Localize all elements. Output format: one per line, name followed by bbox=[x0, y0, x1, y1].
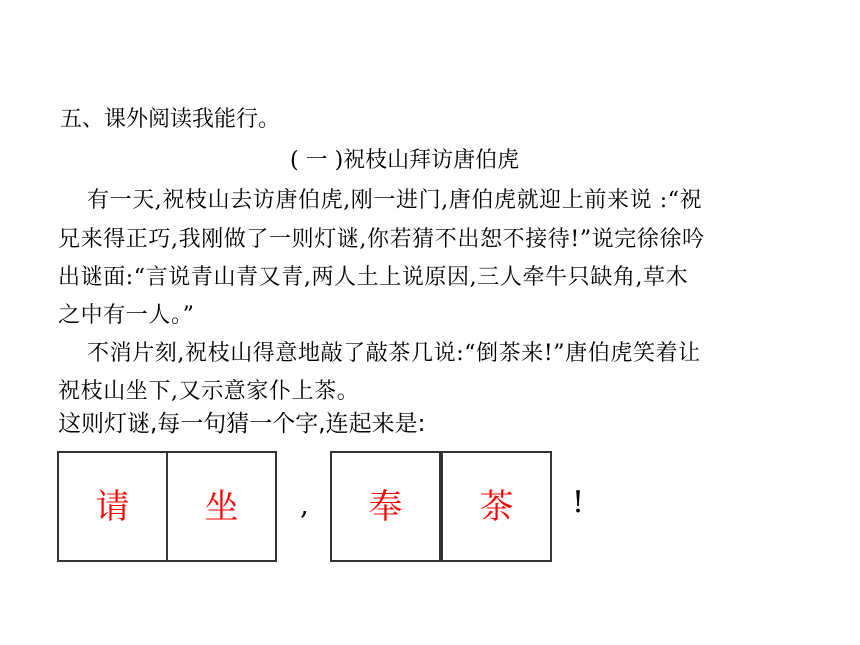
section-heading: 五、课外阅读我能行。 bbox=[60, 107, 281, 132]
answer-box bbox=[441, 451, 552, 562]
paragraph-line: 祝枝山坐下,又示意家仆上茶。 bbox=[58, 379, 360, 404]
paragraph-line: 兄来得正巧,我刚做了一则灯谜,你若猜不出恕不接待!”说完徐徐吟 bbox=[58, 227, 705, 252]
answer-box bbox=[330, 451, 441, 562]
answer-char: 奉 bbox=[368, 487, 403, 527]
exclamation-mark: ! bbox=[572, 485, 585, 520]
comma-mark: , bbox=[300, 488, 309, 521]
passage-title: ( 一 )祝枝山拜访唐伯虎 bbox=[290, 148, 520, 173]
answer-char: 请 bbox=[95, 487, 130, 527]
paragraph-line: 之中有一人。” bbox=[58, 303, 195, 328]
answer-box bbox=[166, 451, 277, 562]
answer-box bbox=[57, 451, 168, 562]
paragraph-line: 出谜面:“言说青山青又青,两人土上说原因,三人牵牛只缺角,草木 bbox=[58, 265, 689, 290]
answer-char: 茶 bbox=[479, 487, 514, 527]
paragraph-line: 有一天,祝枝山去访唐伯虎,刚一进门,唐伯虎就迎上前来说 :“祝 bbox=[87, 188, 703, 213]
paragraph-line: 不消片刻,祝枝山得意地敲了敲茶几说:“倒茶来!”唐伯虎笑着让 bbox=[87, 341, 701, 366]
question-text: 这则灯谜,每一句猜一个字,连起来是: bbox=[58, 411, 426, 437]
answer-char: 坐 bbox=[204, 487, 239, 527]
